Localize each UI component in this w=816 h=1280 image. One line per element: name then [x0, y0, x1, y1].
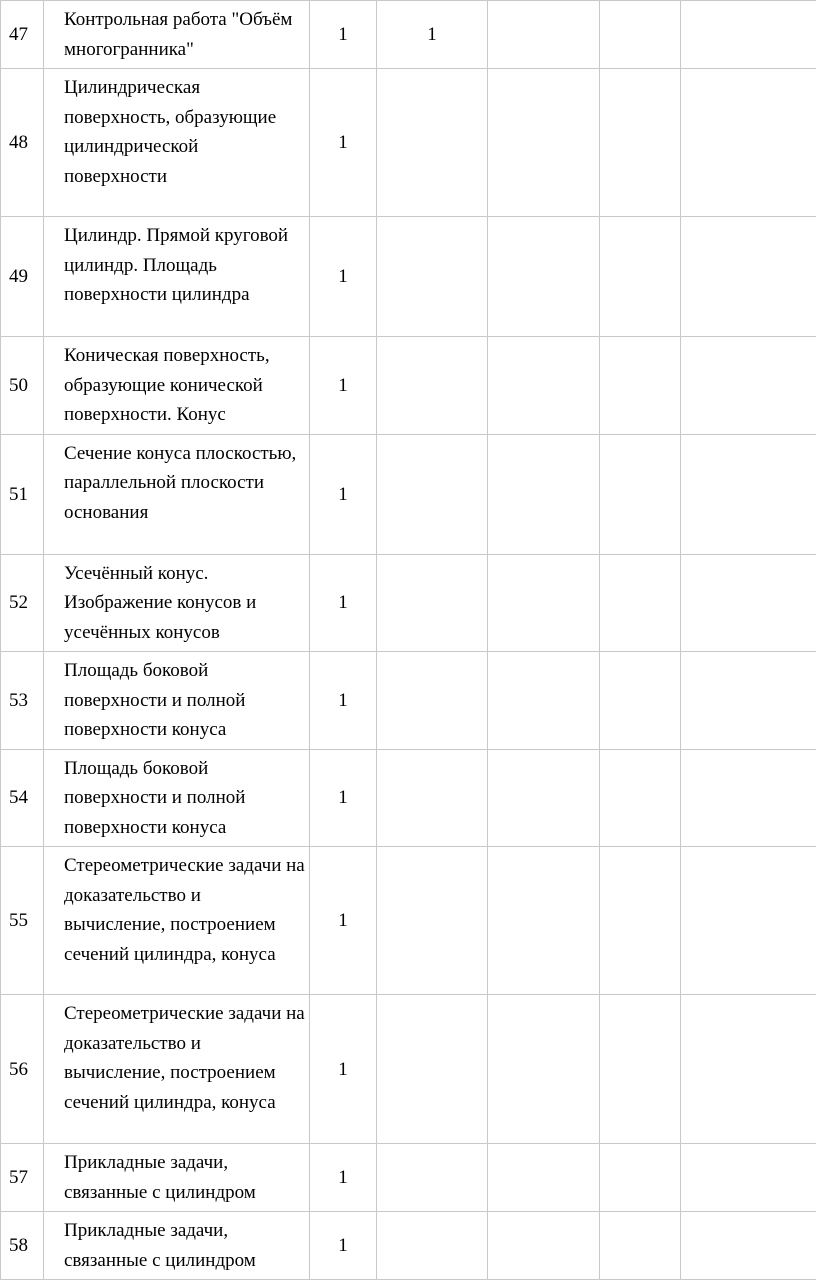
empty-cell [681, 995, 816, 1144]
lesson-hours: 1 [310, 554, 377, 652]
lesson-hours: 1 [310, 995, 377, 1144]
empty-cell [488, 1, 600, 69]
lesson-topic: Контрольная работа "Объём многогранника" [44, 1, 310, 69]
lesson-test-hours [377, 1144, 488, 1212]
lesson-number: 48 [1, 69, 44, 217]
table-row [1, 337, 816, 435]
empty-cell [600, 434, 681, 554]
empty-cell [681, 69, 816, 217]
empty-cell [488, 1144, 600, 1212]
lesson-topic: Прикладные задачи, связанные с цилиндром [44, 1212, 310, 1280]
lesson-test-hours [377, 434, 488, 554]
empty-cell [600, 1212, 681, 1280]
empty-cell [488, 337, 600, 435]
lesson-test-hours [377, 337, 488, 435]
lesson-number: 55 [1, 847, 44, 995]
lesson-hours: 1 [310, 217, 377, 337]
lesson-plan-body [1, 1, 816, 1280]
lesson-hours: 1 [310, 434, 377, 554]
table-row [1, 652, 816, 750]
lesson-number: 54 [1, 749, 44, 847]
empty-cell [681, 1212, 816, 1280]
empty-cell [488, 847, 600, 995]
lesson-test-hours: 1 [377, 1, 488, 69]
empty-cell [681, 847, 816, 995]
lesson-test-hours [377, 1212, 488, 1280]
lesson-topic: Прикладные задачи, связанные с цилиндром [44, 1144, 310, 1212]
table-row [1, 995, 816, 1144]
lesson-topic: Усечённый конус. Изображение конусов и усечённых конусов [44, 554, 310, 652]
empty-cell [600, 69, 681, 217]
empty-cell [488, 434, 600, 554]
lesson-hours: 1 [310, 1212, 377, 1280]
lesson-topic: Площадь боковой поверхности и полной поверхности конуса [44, 652, 310, 750]
empty-cell [488, 69, 600, 217]
lesson-topic: Коническая поверхность, образующие конической поверхности. Конус [44, 337, 310, 435]
lesson-number: 56 [1, 995, 44, 1144]
lesson-topic: Стереометрические задачи на доказательство и вычисление, построением сечений цилиндра, конуса [44, 995, 310, 1144]
table-row [1, 554, 816, 652]
lesson-number: 51 [1, 434, 44, 554]
lesson-topic: Цилиндр. Прямой круговой цилиндр. Площадь поверхности цилиндра [44, 217, 310, 337]
empty-cell [600, 1144, 681, 1212]
lesson-topic: Площадь боковой поверхности и полной поверхности конуса [44, 749, 310, 847]
empty-cell [488, 652, 600, 750]
empty-cell [488, 1212, 600, 1280]
table-row [1, 1144, 816, 1212]
empty-cell [681, 337, 816, 435]
empty-cell [488, 749, 600, 847]
empty-cell [681, 1, 816, 69]
lesson-hours: 1 [310, 652, 377, 750]
lesson-number: 58 [1, 1212, 44, 1280]
empty-cell [600, 337, 681, 435]
lesson-number: 53 [1, 652, 44, 750]
empty-cell [600, 1, 681, 69]
table-row [1, 749, 816, 847]
empty-cell [600, 847, 681, 995]
table-row [1, 1, 816, 69]
lesson-topic: Цилиндрическая поверхность, образующие цилиндрической поверхности [44, 69, 310, 217]
empty-cell [681, 1144, 816, 1212]
table-row [1, 1212, 816, 1280]
lesson-test-hours [377, 652, 488, 750]
empty-cell [600, 217, 681, 337]
lesson-number: 47 [1, 1, 44, 69]
lesson-number: 57 [1, 1144, 44, 1212]
table-row [1, 217, 816, 337]
lesson-hours: 1 [310, 847, 377, 995]
empty-cell [681, 652, 816, 750]
empty-cell [600, 554, 681, 652]
lesson-hours: 1 [310, 337, 377, 435]
lesson-topic: Сечение конуса плоскостью, параллельной плоскости основания [44, 434, 310, 554]
lesson-test-hours [377, 749, 488, 847]
table-row [1, 847, 816, 995]
lesson-test-hours [377, 554, 488, 652]
lesson-test-hours [377, 69, 488, 217]
empty-cell [600, 652, 681, 750]
lesson-hours: 1 [310, 749, 377, 847]
empty-cell [600, 995, 681, 1144]
lesson-topic: Стереометрические задачи на доказательство и вычисление, построением сечений цилиндра, конуса [44, 847, 310, 995]
lesson-hours: 1 [310, 1, 377, 69]
empty-cell [681, 217, 816, 337]
lesson-test-hours [377, 847, 488, 995]
table-row [1, 69, 816, 217]
empty-cell [681, 434, 816, 554]
lesson-test-hours [377, 995, 488, 1144]
lesson-test-hours [377, 217, 488, 337]
empty-cell [681, 749, 816, 847]
lesson-number: 49 [1, 217, 44, 337]
empty-cell [488, 995, 600, 1144]
lesson-hours: 1 [310, 1144, 377, 1212]
table-row [1, 434, 816, 554]
lesson-hours: 1 [310, 69, 377, 217]
lesson-number: 52 [1, 554, 44, 652]
empty-cell [488, 554, 600, 652]
lesson-number: 50 [1, 337, 44, 435]
empty-cell [600, 749, 681, 847]
empty-cell [488, 217, 600, 337]
empty-cell [681, 554, 816, 652]
